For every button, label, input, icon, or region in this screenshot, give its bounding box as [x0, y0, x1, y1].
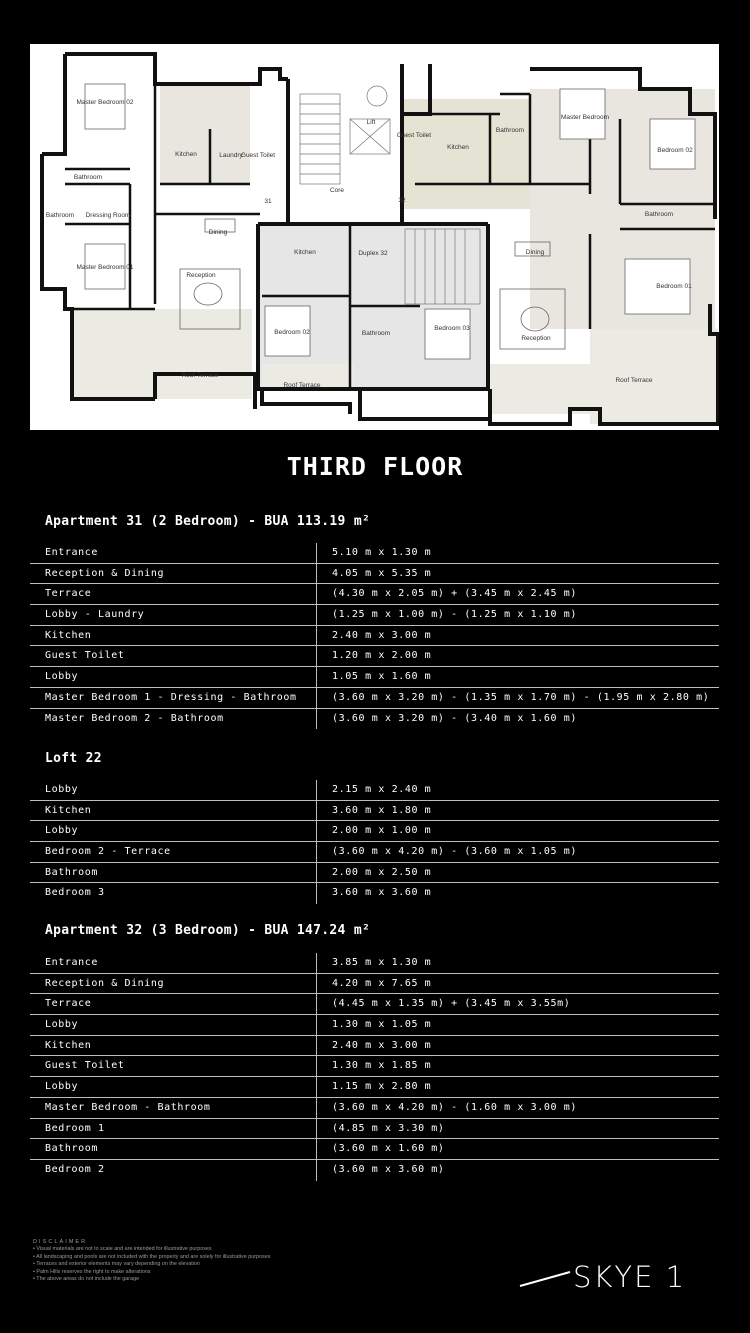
- room-name: Entrance: [30, 543, 317, 563]
- floor-plan: [30, 44, 719, 430]
- table-row: [30, 974, 719, 995]
- table-row: [30, 1160, 719, 1181]
- room-dimensions: 3.60 m x 1.80 m: [332, 804, 432, 816]
- room-name: Lobby: [30, 780, 317, 800]
- table-row: [30, 605, 719, 626]
- loft-22-table: [30, 780, 719, 904]
- room-dimensions: (3.60 m x 4.20 m) - (3.60 m x 1.05 m): [332, 846, 577, 858]
- table-row: [30, 626, 719, 647]
- svg-text:Lift: Lift: [366, 119, 376, 126]
- svg-text:Reception: Reception: [521, 335, 551, 342]
- table-row: [30, 842, 719, 863]
- svg-text:Bedroom 02: Bedroom 02: [274, 329, 310, 336]
- room-name: Terrace: [30, 584, 317, 604]
- room-name: Lobby: [30, 821, 317, 841]
- room-dimensions: (3.60 m x 3.20 m) - (1.35 m x 1.70 m) - (1.95 m x 2.80 m): [332, 691, 710, 703]
- apartment-31-heading: Apartment 31 (2 Bedroom) - BUA 113.19 m²: [45, 514, 371, 529]
- room-dimensions: 2.00 m x 2.50 m: [332, 866, 432, 878]
- svg-text:Dressing Room: Dressing Room: [85, 212, 131, 219]
- svg-text:Dining: Dining: [208, 229, 228, 236]
- room-name: Bedroom 2 - Terrace: [30, 842, 317, 862]
- svg-text:32: 32: [398, 197, 406, 204]
- room-name: Master Bedroom 2 - Bathroom: [30, 709, 317, 730]
- table-row: [30, 1098, 719, 1119]
- room-dimensions: 2.40 m x 3.00 m: [332, 629, 432, 641]
- svg-text:Core: Core: [329, 187, 345, 194]
- apartment-32-heading: Apartment 32 (3 Bedroom) - BUA 147.24 m²: [45, 923, 371, 938]
- svg-text:Bedroom 03: Bedroom 03: [434, 325, 470, 332]
- table-row: [30, 994, 719, 1015]
- disclaimer: [33, 1239, 270, 1283]
- room-name: Master Bedroom 1 - Dressing - Bathroom: [30, 688, 317, 708]
- room-dimensions: 2.40 m x 3.00 m: [332, 1039, 432, 1051]
- room-name: Kitchen: [30, 1036, 317, 1056]
- svg-text:31: 31: [264, 198, 272, 205]
- room-name: Terrace: [30, 994, 317, 1014]
- table-row: [30, 688, 719, 709]
- table-row: [30, 584, 719, 605]
- room-name: Bedroom 1: [30, 1119, 317, 1139]
- svg-text:Duplex 32: Duplex 32: [358, 250, 388, 257]
- svg-text:Master Bedroom: Master Bedroom: [560, 114, 610, 121]
- page-title: THIRD FLOOR: [286, 452, 464, 481]
- room-name: Bedroom 3: [30, 883, 317, 904]
- room-name: Kitchen: [30, 801, 317, 821]
- table-row: [30, 863, 719, 884]
- room-dimensions: 1.30 m x 1.85 m: [332, 1060, 432, 1072]
- svg-text:Bathroom: Bathroom: [644, 211, 674, 218]
- table-row: [30, 780, 719, 801]
- svg-text:Roof Terrace: Roof Terrace: [615, 377, 653, 384]
- room-dimensions: 5.10 m x 1.30 m: [332, 547, 432, 558]
- table-row: [30, 1036, 719, 1057]
- room-name: Guest Toilet: [30, 646, 317, 666]
- svg-text:Kitchen: Kitchen: [175, 151, 197, 158]
- disclaimer-line: • Visual materials are not to scale and are intended for illustrative purposes: [33, 1246, 212, 1253]
- room-dimensions: (1.25 m x 1.00 m) - (1.25 m x 1.10 m): [332, 609, 577, 621]
- room-name: Lobby: [30, 667, 317, 687]
- table-row: [30, 883, 719, 904]
- table-row: [30, 821, 719, 842]
- table-row: [30, 1015, 719, 1036]
- room-name: Kitchen: [30, 626, 317, 646]
- svg-text:Kitchen: Kitchen: [447, 144, 469, 151]
- table-row: [30, 953, 719, 974]
- table-row: [30, 1139, 719, 1160]
- svg-text:Bathroom: Bathroom: [45, 212, 75, 219]
- disclaimer-heading: DISCLAIMER: [33, 1239, 88, 1245]
- room-name: Lobby: [30, 1077, 317, 1097]
- svg-text:Kitchen: Kitchen: [294, 249, 316, 256]
- svg-text:Guest Toilet: Guest Toilet: [240, 152, 276, 159]
- svg-text:Roof Terrace: Roof Terrace: [283, 382, 321, 389]
- svg-text:Reception: Reception: [186, 272, 216, 279]
- table-row: [30, 709, 719, 730]
- room-dimensions: (3.60 m x 4.20 m) - (1.60 m x 3.00 m): [332, 1101, 577, 1113]
- apartment-31-table: [30, 543, 719, 729]
- disclaimer-line: • All landscaping and pools are not included with the property and are solely for illustrative purposes: [33, 1253, 271, 1260]
- room-name: Lobby - Laundry: [30, 605, 317, 625]
- table-row: [30, 801, 719, 822]
- disclaimer-line: • Terraces and exterior elements may vary depending on the elevation: [33, 1261, 200, 1268]
- svg-text:Bedroom 01: Bedroom 01: [656, 283, 692, 290]
- table-row: [30, 1056, 719, 1077]
- room-dimensions: 1.20 m x 2.00 m: [332, 650, 432, 662]
- svg-text:Bathroom: Bathroom: [73, 174, 103, 181]
- room-dimensions: 2.00 m x 1.00 m: [332, 825, 432, 837]
- room-name: Reception & Dining: [30, 974, 317, 994]
- room-dimensions: 2.15 m x 2.40 m: [332, 784, 432, 795]
- svg-text:Laundry: Laundry: [219, 152, 243, 159]
- room-dimensions: (3.60 m x 3.20 m) - (3.40 m x 1.60 m): [332, 712, 577, 724]
- room-name: Bathroom: [30, 863, 317, 883]
- svg-text:Dining: Dining: [525, 249, 545, 256]
- room-name: Reception & Dining: [30, 564, 317, 584]
- svg-text:Bedroom 02: Bedroom 02: [657, 147, 693, 154]
- disclaimer-line: • The above areas do not include the garage: [33, 1276, 140, 1283]
- apartment-32-table: [30, 953, 719, 1181]
- room-name: Entrance: [30, 953, 317, 973]
- room-dimensions: 4.20 m x 7.65 m: [332, 977, 432, 989]
- table-row: [30, 543, 719, 564]
- room-dimensions: 3.85 m x 1.30 m: [332, 957, 432, 968]
- svg-text:Roof Terrace: Roof Terrace: [181, 372, 219, 379]
- table-row: [30, 667, 719, 688]
- room-name: Master Bedroom - Bathroom: [30, 1098, 317, 1118]
- svg-text:Guest Toilet: Guest Toilet: [396, 132, 432, 139]
- table-row: [30, 646, 719, 667]
- table-row: [30, 1077, 719, 1098]
- room-name: Lobby: [30, 1015, 317, 1035]
- svg-text:Master Bedroom 01: Master Bedroom 01: [76, 264, 134, 271]
- room-dimensions: (4.30 m x 2.05 m) + (3.45 m x 2.45 m): [332, 588, 577, 600]
- room-dimensions: 1.15 m x 2.80 m: [332, 1081, 432, 1093]
- loft-22-heading: Loft 22: [45, 751, 102, 766]
- room-dimensions: 1.30 m x 1.05 m: [332, 1019, 432, 1031]
- room-dimensions: 3.60 m x 3.60 m: [332, 887, 432, 899]
- room-dimensions: 1.05 m x 1.60 m: [332, 671, 432, 683]
- table-row: [30, 1119, 719, 1140]
- brand-logo: SKYE 1: [573, 1260, 687, 1294]
- room-name: Bathroom: [30, 1139, 317, 1159]
- room-name: Guest Toilet: [30, 1056, 317, 1076]
- room-dimensions: (4.45 m x 1.35 m) + (3.45 m x 3.55m): [332, 998, 571, 1010]
- room-dimensions: 4.05 m x 5.35 m: [332, 567, 432, 579]
- svg-text:Bathroom: Bathroom: [495, 127, 525, 134]
- room-dimensions: (3.60 m x 3.60 m): [332, 1163, 445, 1175]
- table-row: [30, 564, 719, 585]
- room-dimensions: (4.85 m x 3.30 m): [332, 1122, 445, 1134]
- disclaimer-line: • Palm Hills reserves the right to make alterations: [33, 1268, 151, 1275]
- room-name: Bedroom 2: [30, 1160, 317, 1181]
- svg-text:Bathroom: Bathroom: [361, 330, 391, 337]
- room-dimensions: (3.60 m x 1.60 m): [332, 1143, 445, 1155]
- svg-text:Master Bedroom 02: Master Bedroom 02: [76, 99, 134, 106]
